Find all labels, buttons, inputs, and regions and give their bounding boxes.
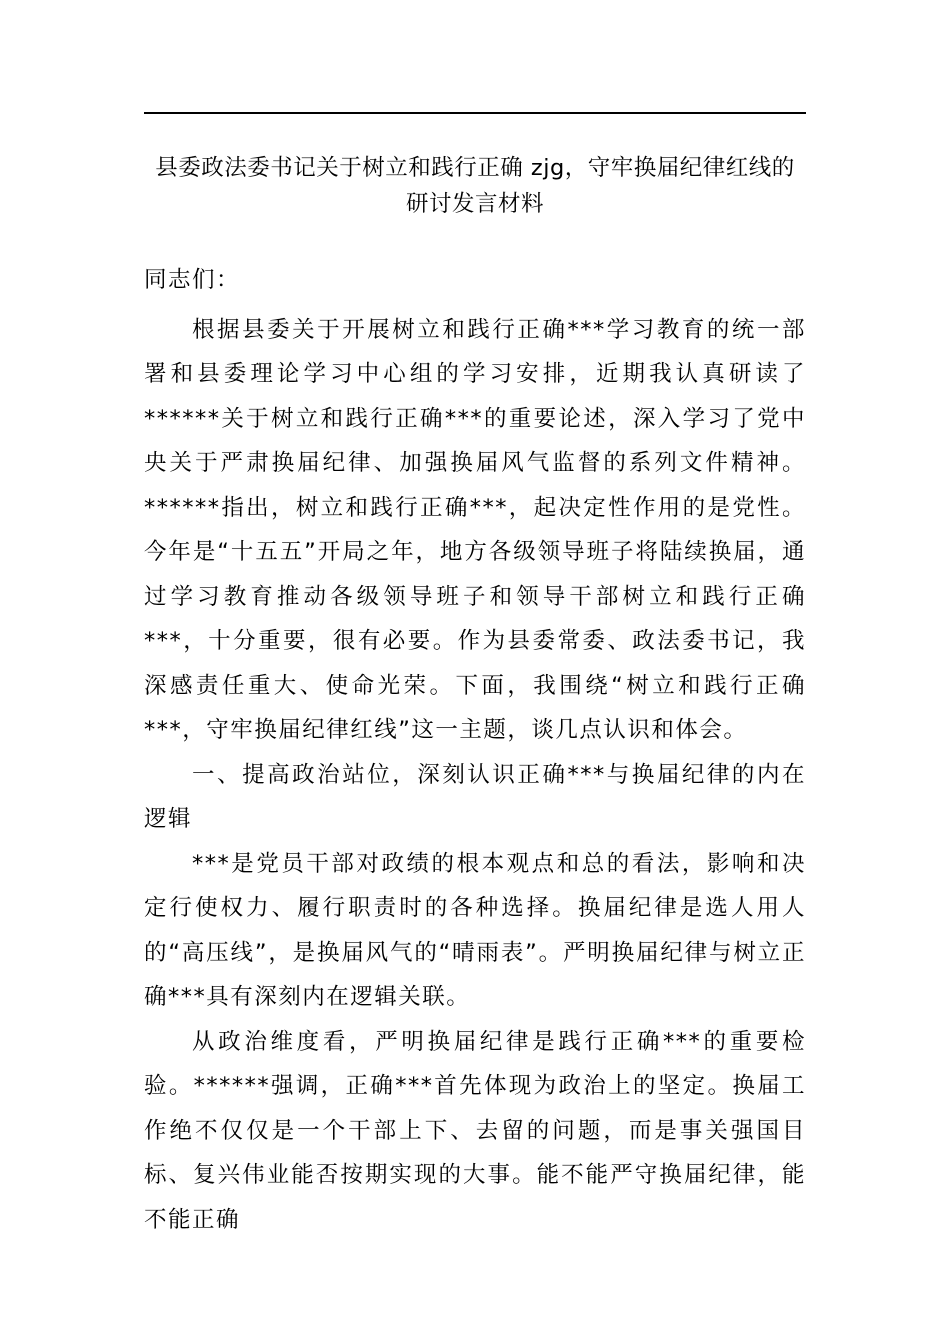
paragraph-political-dimension: 从政治维度看，严明换届纪律是践行正确***的重要检验。******强调，正确***首先体现为政治上的坚定。换届工作绝不仅仅是一个干部上下、去留的问题，而是事关强国目标、复兴伟业能否按期实现的大事。能不能严守换届纪律，能不能正确 bbox=[144, 1028, 806, 1233]
salutation: 同志们： bbox=[144, 267, 241, 293]
paragraph-definition: ***是党员干部对政绩的根本观点和总的看法，影响和决定行使权力、履行职责时的各种选择。换届纪律是选人用人的“高压线”，是换届风气的“晴雨表”。严明换届纪律与树立正确***具有深刻内在逻辑关联。 bbox=[144, 850, 806, 1010]
title-line-2: 研讨发言材料 bbox=[405, 191, 544, 217]
document-title bbox=[144, 150, 806, 222]
document-body bbox=[144, 258, 806, 1242]
section-heading-1: 一、提高政治站位，深刻认识正确***与换届纪律的内在逻辑 bbox=[144, 761, 806, 832]
paragraph-intro: 根据县委关于开展树立和践行正确***学习教育的统一部署和县委理论学习中心组的学习安排，近期我认真研读了******关于树立和践行正确***的重要论述，深入学习了党中央关于严肃换届纪律、加强换届风气监督的系列文件精神。******指出，树立和践行正确***，起决定性作用的是党性。今年是“十五五”开局之年，地方各级领导班子将陆续换届，通过学习教育推动各级领导班子和领导干部树立和践行正确***，十分重要，很有必要。作为县委常委、政法委书记，我深感责任重大、使命光荣。下面，我围绕“树立和践行正确***，守牢换届纪律红线”这一主题，谈几点认识和体会。 bbox=[144, 316, 806, 743]
title-line-1: 县委政法委书记关于树立和践行正确 zjg，守牢换届纪律红线的 bbox=[155, 155, 795, 181]
header-rule bbox=[144, 112, 806, 114]
